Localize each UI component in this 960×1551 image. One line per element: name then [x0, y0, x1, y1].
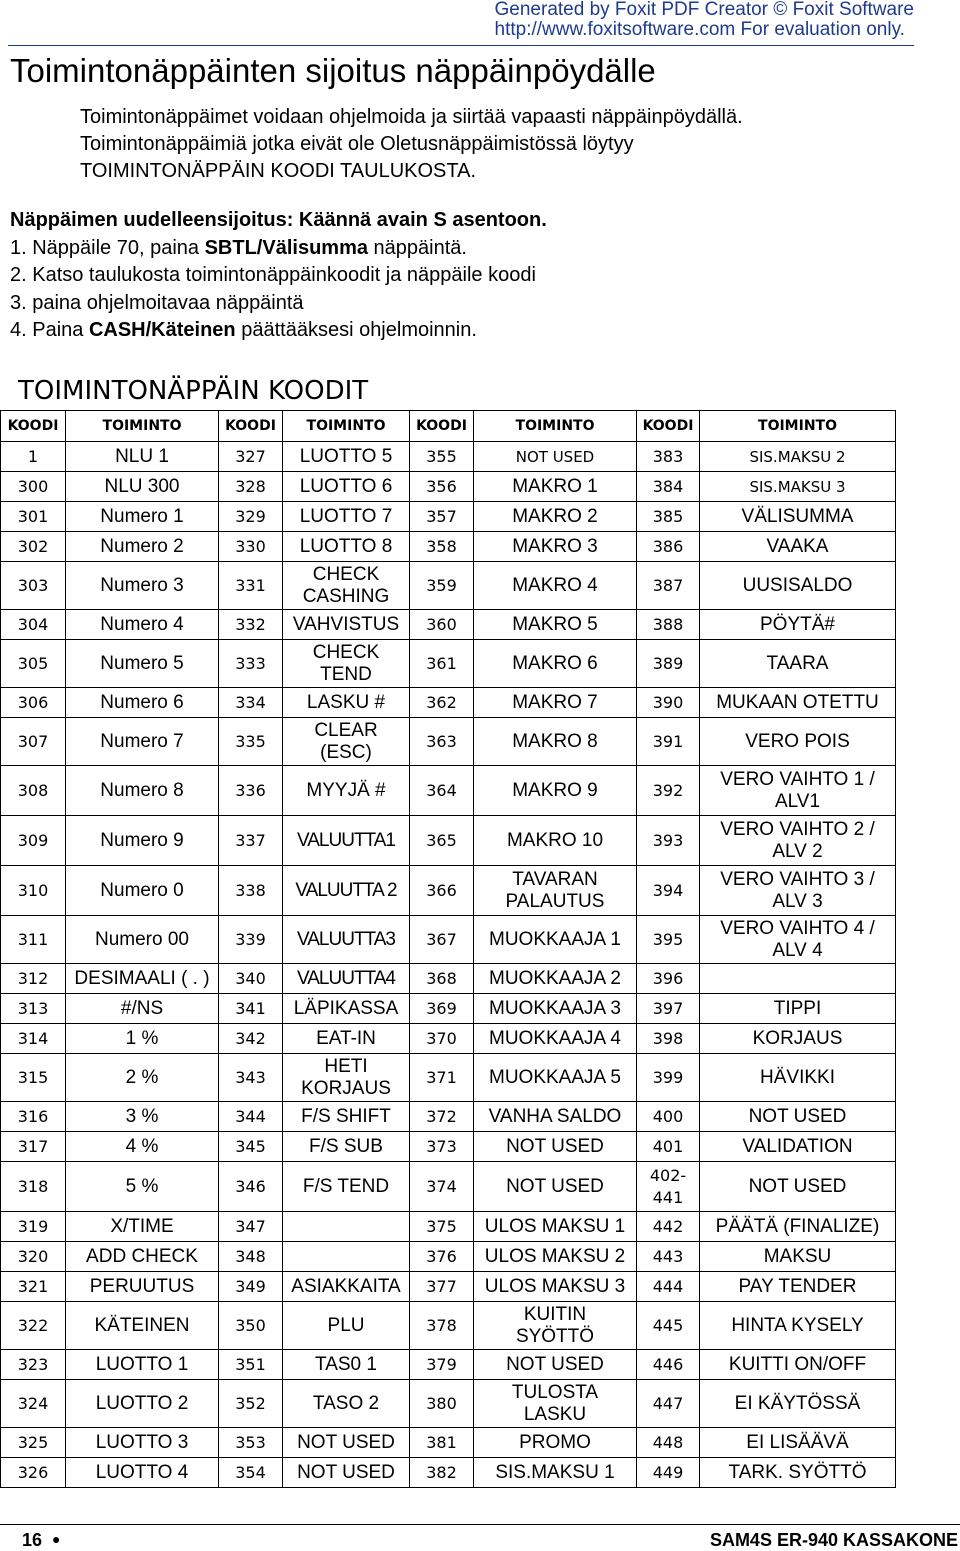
function-cell: MAKRO 8	[474, 718, 637, 766]
table-row	[1, 688, 896, 718]
function-cell: MUKAAN OTETTU	[700, 688, 896, 718]
code-cell: 344	[219, 1102, 283, 1132]
function-cell: LUOTTO 4	[66, 1458, 219, 1488]
code-cell: 330	[219, 532, 283, 562]
table-row	[1, 1024, 896, 1054]
function-cell: NOT USED	[474, 1162, 637, 1212]
function-cell: VÄLISUMMA	[700, 502, 896, 532]
function-cell: HETI KORJAUS	[283, 1054, 410, 1102]
code-cell: 448	[637, 1428, 700, 1458]
code-cell: 357	[410, 502, 474, 532]
code-cell: 384	[637, 472, 700, 502]
function-cell: Numero 00	[66, 916, 219, 964]
function-cell: VERO VAIHTO 3 / ALV 3	[700, 866, 896, 916]
function-cell: TASO 2	[283, 1380, 410, 1428]
function-cell: EI LISÄÄVÄ	[700, 1428, 896, 1458]
code-cell: 316	[1, 1102, 66, 1132]
function-cell: PLU	[283, 1302, 410, 1350]
function-cell: VALUUTTA 2	[283, 866, 410, 916]
code-cell: 449	[637, 1458, 700, 1488]
code-cell: 340	[219, 964, 283, 994]
function-cell	[283, 1242, 410, 1272]
function-cell: Numero 2	[66, 532, 219, 562]
code-cell: 400	[637, 1102, 700, 1132]
page-footer	[0, 1528, 960, 1549]
code-cell: 313	[1, 994, 66, 1024]
function-cell: LUOTTO 5	[283, 442, 410, 472]
code-cell: 396	[637, 964, 700, 994]
table-row	[1, 994, 896, 1024]
function-cell: CHECK CASHING	[283, 562, 410, 610]
function-cell: NLU 300	[66, 472, 219, 502]
table-body	[1, 442, 896, 1488]
function-cell: VALUUTTA1	[283, 816, 410, 866]
column-header-function: TOIMINTO	[474, 411, 637, 442]
function-cell: ULOS MAKSU 3	[474, 1272, 637, 1302]
code-cell: 361	[410, 640, 474, 688]
code-cell: 345	[219, 1132, 283, 1162]
code-cell: 375	[410, 1212, 474, 1242]
function-cell: VAHVISTUS	[283, 610, 410, 640]
function-cell: UUSISALDO	[700, 562, 896, 610]
function-cell: F/S TEND	[283, 1162, 410, 1212]
function-cell: KÄTEINEN	[66, 1302, 219, 1350]
pdf-watermark	[495, 0, 914, 40]
function-cell: PÄÄTÄ (FINALIZE)	[700, 1212, 896, 1242]
code-cell: 309	[1, 816, 66, 866]
code-cell: 301	[1, 502, 66, 532]
code-cell: 393	[637, 816, 700, 866]
function-cell: MAKRO 5	[474, 610, 637, 640]
code-cell: 387	[637, 562, 700, 610]
code-cell: 325	[1, 1428, 66, 1458]
code-cell: 394	[637, 866, 700, 916]
code-cell: 314	[1, 1024, 66, 1054]
watermark-line-2: http://www.foxitsoftware.com For evaluation only.	[494, 19, 905, 40]
code-cell: 360	[410, 610, 474, 640]
step-4-text: 4. Paina	[10, 319, 89, 341]
code-cell: 334	[219, 688, 283, 718]
function-cell: TIPPI	[700, 994, 896, 1024]
function-cell: PERUUTUS	[66, 1272, 219, 1302]
code-cell: 319	[1, 1212, 66, 1242]
code-cell: 323	[1, 1350, 66, 1380]
table-row	[1, 1428, 896, 1458]
code-cell: 350	[219, 1302, 283, 1350]
code-cell: 304	[1, 610, 66, 640]
table-row	[1, 1212, 896, 1242]
intro-line: Toimintonäppäimet voidaan ohjelmoida ja siirtää vapaasti näppäinpöydällä.	[80, 106, 743, 128]
code-cell: 444	[637, 1272, 700, 1302]
function-cell: MAKRO 2	[474, 502, 637, 532]
steps-heading: Näppäimen uudelleensijoitus: Käännä avain S asentoon.	[10, 209, 547, 231]
code-cell: 397	[637, 994, 700, 1024]
function-cell: SIS.MAKSU 2	[700, 442, 896, 472]
function-cell: Numero 1	[66, 502, 219, 532]
function-cell: TAARA	[700, 640, 896, 688]
table-row	[1, 640, 896, 688]
code-cell: 368	[410, 964, 474, 994]
code-cell: 318	[1, 1162, 66, 1212]
watermark-line-1: Generated by Foxit PDF Creator © Foxit Software	[494, 0, 914, 20]
function-cell: ASIAKKAITA	[283, 1272, 410, 1302]
function-cell: LUOTTO 2	[66, 1380, 219, 1428]
function-cell: Numero 3	[66, 562, 219, 610]
code-cell: 380	[410, 1380, 474, 1428]
function-cell: X/TIME	[66, 1212, 219, 1242]
table-row	[1, 472, 896, 502]
function-cell: MAKRO 4	[474, 562, 637, 610]
code-cell: 392	[637, 766, 700, 816]
instruction-steps	[10, 207, 547, 345]
intro-line: TOIMINTONÄPPÄIN KOODI TAULUKOSTA.	[80, 160, 476, 182]
code-cell: 332	[219, 610, 283, 640]
table-row	[1, 1242, 896, 1272]
column-header-code: KOODI	[410, 411, 474, 442]
function-cell: 1 %	[66, 1024, 219, 1054]
column-header-code: KOODI	[1, 411, 66, 442]
function-cell: LUOTTO 6	[283, 472, 410, 502]
column-header-code: KOODI	[637, 411, 700, 442]
code-cell: 377	[410, 1272, 474, 1302]
footer-rule	[0, 1524, 960, 1525]
function-cell: MUOKKAAJA 1	[474, 916, 637, 964]
code-cell: 320	[1, 1242, 66, 1272]
function-cell: MUOKKAAJA 4	[474, 1024, 637, 1054]
function-cell: CLEAR (ESC)	[283, 718, 410, 766]
function-cell: VALUUTTA4	[283, 964, 410, 994]
table-row	[1, 1102, 896, 1132]
code-cell: 355	[410, 442, 474, 472]
page-number: 16	[22, 1530, 43, 1550]
function-cell: TARK. SYÖTTÖ	[700, 1458, 896, 1488]
function-cell: NOT USED	[474, 1132, 637, 1162]
code-cell: 366	[410, 866, 474, 916]
code-cell: 348	[219, 1242, 283, 1272]
header-rule	[8, 45, 914, 46]
function-cell: 4 %	[66, 1132, 219, 1162]
function-cell: NOT USED	[700, 1102, 896, 1132]
table-row	[1, 1380, 896, 1428]
function-cell: Numero 5	[66, 640, 219, 688]
function-cell: #/NS	[66, 994, 219, 1024]
function-cell: LUOTTO 7	[283, 502, 410, 532]
code-cell: 374	[410, 1162, 474, 1212]
code-cell: 336	[219, 766, 283, 816]
function-cell: VERO VAIHTO 1 / ALV1	[700, 766, 896, 816]
function-cell: LUOTTO 8	[283, 532, 410, 562]
function-cell: NOT USED	[474, 1350, 637, 1380]
column-header-function: TOIMINTO	[700, 411, 896, 442]
code-cell: 331	[219, 562, 283, 610]
function-cell: Numero 6	[66, 688, 219, 718]
function-cell: VERO POIS	[700, 718, 896, 766]
function-cell: EAT-IN	[283, 1024, 410, 1054]
code-cell: 343	[219, 1054, 283, 1102]
table-row	[1, 1302, 896, 1350]
code-cell: 373	[410, 1132, 474, 1162]
function-cell: LUOTTO 1	[66, 1350, 219, 1380]
function-cell: MAKRO 9	[474, 766, 637, 816]
step-1-key: SBTL/Välisumma	[204, 236, 368, 259]
function-cell: SIS.MAKSU 1	[474, 1458, 637, 1488]
step-1	[10, 235, 547, 263]
function-cell: Numero 4	[66, 610, 219, 640]
function-cell: MAKRO 10	[474, 816, 637, 866]
intro-line: Toimintonäppäimiä jotka eivät ole Oletusnäppäimistössä löytyy	[80, 133, 634, 155]
step-4-text-end: päättääksesi ohjelmoinnin.	[235, 319, 477, 341]
code-cell: 338	[219, 866, 283, 916]
step-4	[10, 317, 547, 345]
table-row	[1, 1350, 896, 1380]
code-cell: 303	[1, 562, 66, 610]
function-cell: 5 %	[66, 1162, 219, 1212]
function-cell: SIS.MAKSU 3	[700, 472, 896, 502]
code-cell: 337	[219, 816, 283, 866]
function-cell: MAKRO 7	[474, 688, 637, 718]
function-cell: MUOKKAAJA 3	[474, 994, 637, 1024]
code-cell: 310	[1, 866, 66, 916]
code-cell: 378	[410, 1302, 474, 1350]
code-cell: 376	[410, 1242, 474, 1272]
function-cell	[283, 1212, 410, 1242]
code-cell: 349	[219, 1272, 283, 1302]
function-cell: MAKRO 3	[474, 532, 637, 562]
function-cell: TAS0 1	[283, 1350, 410, 1380]
function-cell: EI KÄYTÖSSÄ	[700, 1380, 896, 1428]
function-cell: LÄPIKASSA	[283, 994, 410, 1024]
code-cell: 388	[637, 610, 700, 640]
code-cell: 342	[219, 1024, 283, 1054]
code-cell: 311	[1, 916, 66, 964]
page-title: Toimintonäppäinten sijoitus näppäinpöydälle	[10, 52, 656, 89]
code-cell: 306	[1, 688, 66, 718]
column-header-function: TOIMINTO	[66, 411, 219, 442]
code-cell: 356	[410, 472, 474, 502]
function-cell	[700, 964, 896, 994]
table-row	[1, 1162, 896, 1212]
table-row	[1, 610, 896, 640]
function-cell: 3 %	[66, 1102, 219, 1132]
function-cell: 2 %	[66, 1054, 219, 1102]
table-row	[1, 964, 896, 994]
bullet-icon: ●	[52, 1531, 61, 1547]
function-cell: MAKRO 1	[474, 472, 637, 502]
function-cell: KUITIN SYÖTTÖ	[474, 1302, 637, 1350]
table-row	[1, 1272, 896, 1302]
code-cell: 443	[637, 1242, 700, 1272]
code-cell: 305	[1, 640, 66, 688]
code-cell: 390	[637, 688, 700, 718]
function-cell: NOT USED	[700, 1162, 896, 1212]
table-row	[1, 1054, 896, 1102]
function-cell: KUITTI ON/OFF	[700, 1350, 896, 1380]
function-cell: VERO VAIHTO 2 / ALV 2	[700, 816, 896, 866]
function-cell: HINTA KYSELY	[700, 1302, 896, 1350]
function-cell: DESIMAALI ( . )	[66, 964, 219, 994]
document-name: SAM4S ER-940 KASSAKONE	[709, 1530, 958, 1550]
code-cell: 312	[1, 964, 66, 994]
function-cell: NOT USED	[283, 1428, 410, 1458]
function-cell: F/S SHIFT	[283, 1102, 410, 1132]
code-cell: 346	[219, 1162, 283, 1212]
table-row	[1, 532, 896, 562]
code-cell: 359	[410, 562, 474, 610]
function-cell: Numero 8	[66, 766, 219, 816]
code-cell: 447	[637, 1380, 700, 1428]
code-cell: 362	[410, 688, 474, 718]
step-3: 3. paina ohjelmoitavaa näppäintä	[10, 291, 304, 314]
function-cell: TULOSTA LASKU	[474, 1380, 637, 1428]
code-cell: 1	[1, 442, 66, 472]
function-cell: TAVARAN PALAUTUS	[474, 866, 637, 916]
code-cell: 353	[219, 1428, 283, 1458]
code-cell: 369	[410, 994, 474, 1024]
function-cell: MUOKKAAJA 2	[474, 964, 637, 994]
code-cell: 302	[1, 532, 66, 562]
function-cell: ADD CHECK	[66, 1242, 219, 1272]
function-cell: VANHA SALDO	[474, 1102, 637, 1132]
code-cell: 367	[410, 916, 474, 964]
code-cell: 308	[1, 766, 66, 816]
table-row	[1, 766, 896, 816]
step-2: 2. Katso taulukosta toimintonäppäinkoodit ja näppäile koodi	[10, 264, 536, 286]
table-row	[1, 916, 896, 964]
code-cell: 341	[219, 994, 283, 1024]
table-row	[1, 502, 896, 532]
function-cell: VAAKA	[700, 532, 896, 562]
function-cell: VALUUTTA3	[283, 916, 410, 964]
code-cell: 307	[1, 718, 66, 766]
table-row	[1, 816, 896, 866]
function-cell: MUOKKAAJA 5	[474, 1054, 637, 1102]
table-row	[1, 1132, 896, 1162]
code-cell: 324	[1, 1380, 66, 1428]
code-cell: 372	[410, 1102, 474, 1132]
code-cell: 399	[637, 1054, 700, 1102]
code-cell: 328	[219, 472, 283, 502]
code-cell: 317	[1, 1132, 66, 1162]
code-cell: 358	[410, 532, 474, 562]
function-cell: LASKU #	[283, 688, 410, 718]
step-1-text: 1. Näppäile 70, paina	[10, 236, 205, 259]
code-cell: 329	[219, 502, 283, 532]
code-cell: 333	[219, 640, 283, 688]
code-cell: 386	[637, 532, 700, 562]
code-cell: 401	[637, 1132, 700, 1162]
intro-paragraph	[80, 104, 743, 185]
table-title: TOIMINTONÄPPÄIN KOODIT	[18, 376, 369, 406]
code-cell: 381	[410, 1428, 474, 1458]
function-cell: NOT USED	[474, 442, 637, 472]
function-cell: Numero 0	[66, 866, 219, 916]
table-row	[1, 866, 896, 916]
code-cell: 389	[637, 640, 700, 688]
function-cell: PAY TENDER	[700, 1272, 896, 1302]
table-header-row	[1, 411, 896, 442]
code-cell: 445	[637, 1302, 700, 1350]
function-cell: ULOS MAKSU 2	[474, 1242, 637, 1272]
code-cell: 327	[219, 442, 283, 472]
table-row	[1, 1458, 896, 1488]
code-cell: 335	[219, 718, 283, 766]
function-cell: VALIDATION	[700, 1132, 896, 1162]
code-cell: 363	[410, 718, 474, 766]
code-cell: 347	[219, 1212, 283, 1242]
code-cell: 446	[637, 1350, 700, 1380]
code-cell: 395	[637, 916, 700, 964]
code-cell: 321	[1, 1272, 66, 1302]
function-cell: PÖYTÄ#	[700, 610, 896, 640]
code-cell: 442	[637, 1212, 700, 1242]
code-cell: 385	[637, 502, 700, 532]
function-cell: F/S SUB	[283, 1132, 410, 1162]
function-cell: PROMO	[474, 1428, 637, 1458]
code-cell: 391	[637, 718, 700, 766]
table-row	[1, 718, 896, 766]
function-cell: KORJAUS	[700, 1024, 896, 1054]
function-cell: Numero 9	[66, 816, 219, 866]
step-1-text-end: näppäintä.	[367, 236, 467, 259]
code-cell: 339	[219, 916, 283, 964]
code-cell: 364	[410, 766, 474, 816]
function-cell: HÄVIKKI	[700, 1054, 896, 1102]
code-cell: 398	[637, 1024, 700, 1054]
column-header-function: TOIMINTO	[283, 411, 410, 442]
code-cell: 352	[219, 1380, 283, 1428]
code-cell: 365	[410, 816, 474, 866]
code-cell: 315	[1, 1054, 66, 1102]
function-cell: NLU 1	[66, 442, 219, 472]
table-row	[1, 442, 896, 472]
code-cell: 379	[410, 1350, 474, 1380]
function-cell: VERO VAIHTO 4 / ALV 4	[700, 916, 896, 964]
code-cell: 322	[1, 1302, 66, 1350]
code-cell: 371	[410, 1054, 474, 1102]
function-cell: NOT USED	[283, 1458, 410, 1488]
code-cell: 402- 441	[637, 1162, 700, 1212]
function-key-code-table	[0, 410, 896, 1488]
code-cell: 383	[637, 442, 700, 472]
code-cell: 354	[219, 1458, 283, 1488]
function-cell: MYYJÄ #	[283, 766, 410, 816]
function-cell: Numero 7	[66, 718, 219, 766]
function-cell: ULOS MAKSU 1	[474, 1212, 637, 1242]
code-cell: 326	[1, 1458, 66, 1488]
function-cell: CHECK TEND	[283, 640, 410, 688]
column-header-code: KOODI	[219, 411, 283, 442]
table-row	[1, 562, 896, 610]
function-cell: MAKSU	[700, 1242, 896, 1272]
step-4-key: CASH/Käteinen	[88, 319, 236, 341]
function-cell: LUOTTO 3	[66, 1428, 219, 1458]
code-cell: 370	[410, 1024, 474, 1054]
code-cell: 351	[219, 1350, 283, 1380]
function-cell: MAKRO 6	[474, 640, 637, 688]
code-cell: 382	[410, 1458, 474, 1488]
code-cell: 300	[1, 472, 66, 502]
